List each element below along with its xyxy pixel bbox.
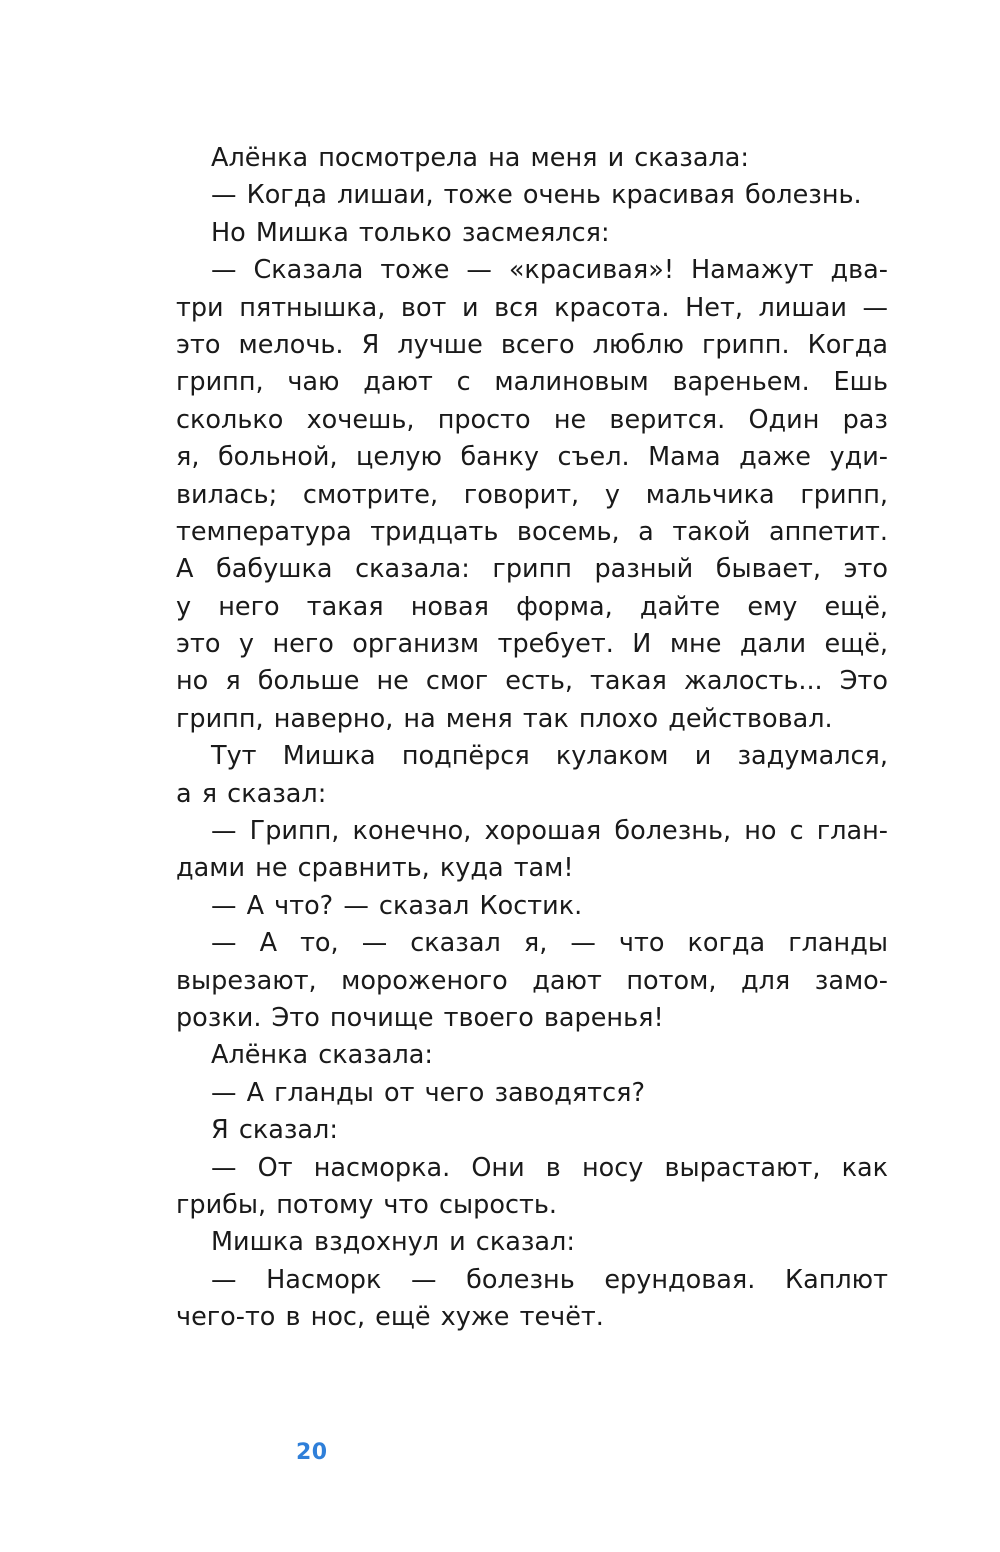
text-line: вилась; смотрите, говорит, у мальчика грипп, — [176, 479, 888, 510]
text-line: это у него организм требует. И мне дали ещё, — [176, 629, 888, 660]
text-line: Алёнка сказала: — [211, 1040, 433, 1071]
text-line: — Насморк — болезнь ерундовая. Каплют — [211, 1264, 888, 1295]
text-line: я, больной, целую банку съел. Мама даже уди- — [176, 442, 888, 473]
text-line: это мелочь. Я лучше всего люблю грипп. Когда — [176, 329, 888, 360]
page-number: 20 — [296, 1440, 328, 1465]
text-line: Я сказал: — [211, 1115, 338, 1146]
text-line: вырезают, мороженого дают потом, для замо- — [176, 965, 888, 996]
text-line: а я сказал: — [176, 778, 327, 809]
text-line: — А то, — сказал я, — что когда гланды — [211, 928, 888, 959]
text-line: розки. Это почище твоего варенья! — [176, 1002, 664, 1033]
text-line: А бабушка сказала: грипп разный бывает, это — [176, 554, 888, 585]
text-line: — Сказала тоже — «красивая»! Намажут два- — [211, 255, 888, 286]
text-line: — А что? — сказал Костик. — [211, 890, 583, 921]
text-line: но я больше не смог есть, такая жалость... Это — [176, 666, 888, 697]
text-line: — Когда лишаи, тоже очень красивая болезнь. — [211, 180, 862, 211]
text-line: грипп, чаю дают с малиновым вареньем. Ешь — [176, 367, 888, 398]
text-line: Мишка вздохнул и сказал: — [211, 1227, 575, 1258]
text-line: температура тридцать восемь, а такой аппетит. — [176, 516, 888, 547]
text-line: — Грипп, конечно, хорошая болезнь, но с глан- — [211, 816, 888, 847]
text-line: дами не сравнить, куда там! — [176, 853, 574, 884]
text-line: — А гланды от чего заводятся? — [211, 1077, 645, 1108]
body-text — [176, 140, 888, 1337]
text-line: три пятнышка, вот и вся красота. Нет, лишаи — — [176, 292, 888, 323]
text-line: у него такая новая форма, дайте ему ещё, — [176, 591, 888, 622]
text-line: Алёнка посмотрела на меня и сказала: — [211, 143, 750, 173]
text-line: грибы, потому что сырость. — [176, 1189, 557, 1220]
text-line: сколько хочешь, просто не верится. Один раз — [176, 404, 888, 435]
text-line: грипп, наверно, на меня так плохо действовал. — [176, 703, 833, 734]
text-line: Но Мишка только засмеялся: — [211, 217, 610, 248]
text-line: чего-то в нос, ещё хуже течёт. — [176, 1302, 604, 1333]
text-line: — От насморка. Они в носу вырастают, как — [211, 1152, 888, 1183]
text-line: Тут Мишка подпёрся кулаком и задумался, — [211, 741, 888, 772]
